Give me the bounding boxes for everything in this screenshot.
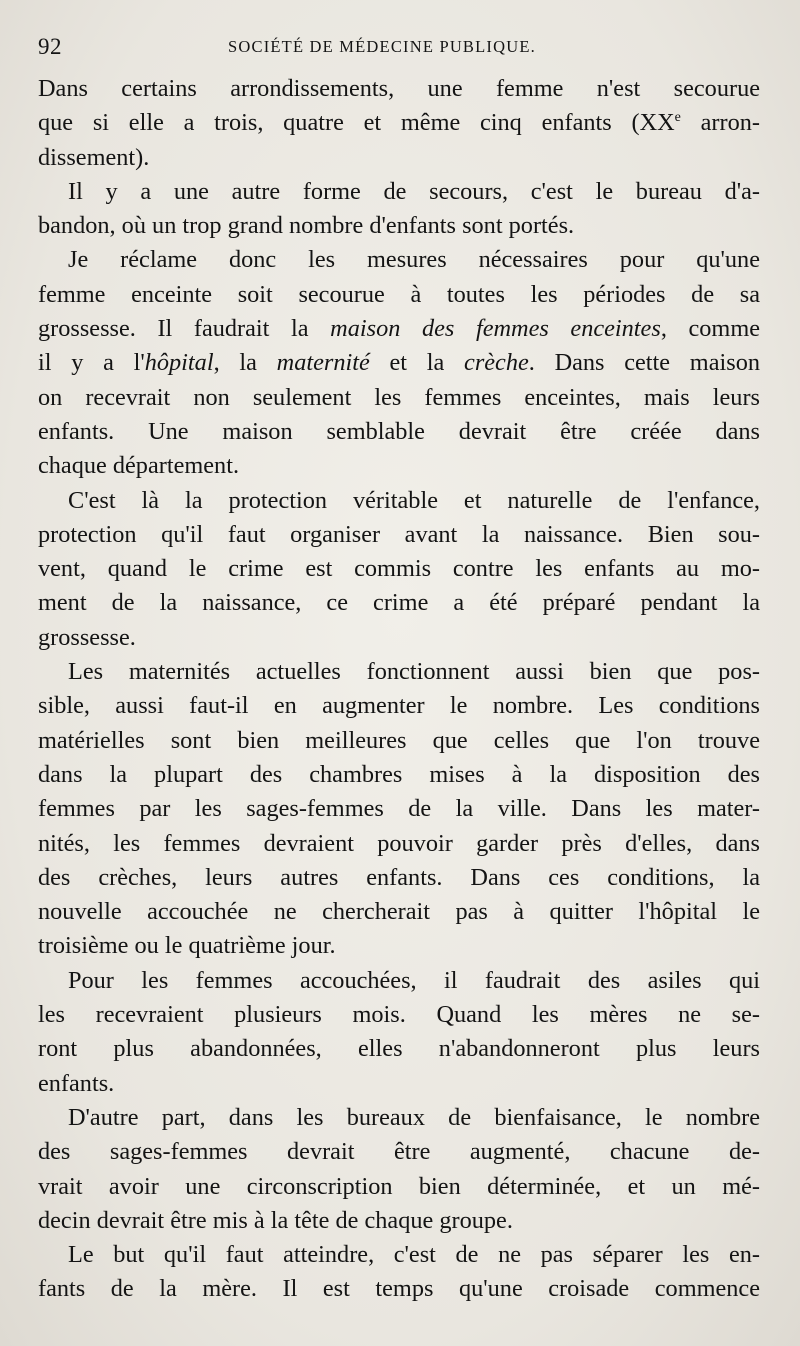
text-segment: Le but qu'il faut atteindre, c'est de ne pas séparer les en- [68, 1241, 760, 1269]
text-segment: . Dans cette maison [528, 349, 760, 377]
text-segment: arron- [680, 109, 760, 137]
text-line [38, 1170, 760, 1204]
text-line [38, 381, 760, 415]
text-segment: que si elle a trois, quatre et même cinq enfants (XX [38, 109, 675, 137]
text-segment: vent, quand le crime est commis contre les enfants au mo- [38, 555, 760, 583]
text-line [38, 586, 760, 620]
text-line [38, 689, 760, 723]
text-line [38, 655, 760, 689]
text-segment: les recevraient plusieurs mois. Quand les mères ne se- [38, 1001, 760, 1029]
text-segment: Il y a une autre forme de secours, c'est le bureau d'a- [68, 177, 760, 205]
text-line [38, 72, 760, 106]
page-number: 92 [38, 34, 62, 59]
text-segment: ront plus abandonnées, elles n'abandonneront plus leurs [38, 1035, 760, 1063]
text-line [38, 1067, 760, 1101]
text-segment: protection qu'il faut organiser avant la naissance. Bien sou- [38, 520, 760, 548]
text-segment: femmes par les sages-femmes de la ville. Dans les mater- [38, 795, 760, 823]
italic-term: hôpital [144, 349, 214, 377]
text-line [38, 243, 760, 277]
text-line [38, 1032, 760, 1066]
text-segment: dissement). [38, 143, 150, 171]
text-segment: enfants. Une maison semblable devrait être créée dans [38, 417, 760, 445]
text-segment: dans la plupart des chambres mises à la disposition des [38, 760, 760, 788]
text-line [38, 106, 760, 140]
text-segment: , comme [660, 315, 760, 343]
text-segment: femme enceinte soit secourue à toutes les périodes de sa [38, 280, 760, 308]
italic-term: crèche [464, 349, 529, 377]
text-line [38, 861, 760, 895]
text-line [38, 518, 760, 552]
text-line [38, 449, 760, 483]
text-segment: grossesse. [38, 623, 136, 651]
text-line [38, 1135, 760, 1169]
body-text [38, 72, 760, 1307]
text-line [38, 1272, 760, 1306]
text-segment: fants de la mère. Il est temps qu'une croisade commence [38, 1275, 760, 1303]
text-line [38, 792, 760, 826]
text-segment: Les maternités actuelles fonctionnent aussi bien que pos- [68, 658, 760, 686]
text-line [38, 621, 760, 655]
text-segment: des crèches, leurs autres enfants. Dans ces conditions, la [38, 863, 760, 891]
text-segment: ment de la naissance, ce crime a été préparé pendant la [38, 589, 760, 617]
text-segment: Pour les femmes accouchées, il faudrait des asiles qui [68, 966, 760, 994]
text-segment: D'autre part, dans les bureaux de bienfaisance, le nombre [68, 1103, 760, 1131]
running-head: SOCIÉTÉ DE MÉDECINE PUBLIQUE. [228, 37, 536, 56]
text-segment: des sages-femmes devrait être augmenté, chacune de- [38, 1138, 760, 1166]
text-line [38, 209, 760, 243]
text-segment: et la [369, 349, 465, 377]
text-segment: matérielles sont bien meilleures que celles que l'on trouve [38, 726, 760, 754]
text-line [38, 1238, 760, 1272]
text-line [38, 1204, 760, 1238]
text-line [38, 484, 760, 518]
text-segment: bandon, où un trop grand nombre d'enfants sont portés. [38, 212, 575, 240]
text-line [38, 724, 760, 758]
text-segment: sible, aussi faut-il en augmenter le nombre. Les conditions [38, 692, 760, 720]
italic-term: maison des femmes enceintes [330, 315, 661, 343]
text-line [38, 827, 760, 861]
text-line [38, 175, 760, 209]
text-line [38, 895, 760, 929]
text-segment: nités, les femmes devraient pouvoir garder près d'elles, dans [38, 829, 760, 857]
text-line [38, 278, 760, 312]
text-line [38, 552, 760, 586]
italic-term: maternité [276, 349, 370, 377]
text-line [38, 346, 760, 380]
text-segment: decin devrait être mis à la tête de chaque groupe. [38, 1206, 513, 1234]
text-line [38, 964, 760, 998]
text-segment: Je réclame donc les mesures nécessaires pour qu'une [68, 246, 760, 274]
text-segment: troisième ou le quatrième jour. [38, 932, 336, 960]
text-segment: chaque département. [38, 452, 240, 480]
text-line [38, 998, 760, 1032]
page-header [38, 34, 758, 64]
text-segment: , la [213, 349, 277, 377]
text-line [38, 758, 760, 792]
text-segment: vrait avoir une circonscription bien déterminée, et un mé- [38, 1172, 760, 1200]
text-line [38, 1101, 760, 1135]
text-segment: Dans certains arrondissements, une femme n'est secourue [38, 75, 760, 102]
text-segment: il y a l' [38, 349, 145, 377]
text-line [38, 141, 760, 175]
text-segment: nouvelle accouchée ne chercherait pas à quitter l'hôpital le [38, 898, 760, 926]
text-line [38, 929, 760, 963]
superscript: e [674, 110, 681, 126]
text-line [38, 415, 760, 449]
text-segment: grossesse. Il faudrait la [38, 315, 331, 343]
text-segment: enfants. [38, 1069, 115, 1097]
text-line [38, 312, 760, 346]
text-segment: C'est là la protection véritable et naturelle de l'enfance, [68, 486, 760, 514]
text-segment: on recevrait non seulement les femmes enceintes, mais leurs [38, 383, 760, 411]
